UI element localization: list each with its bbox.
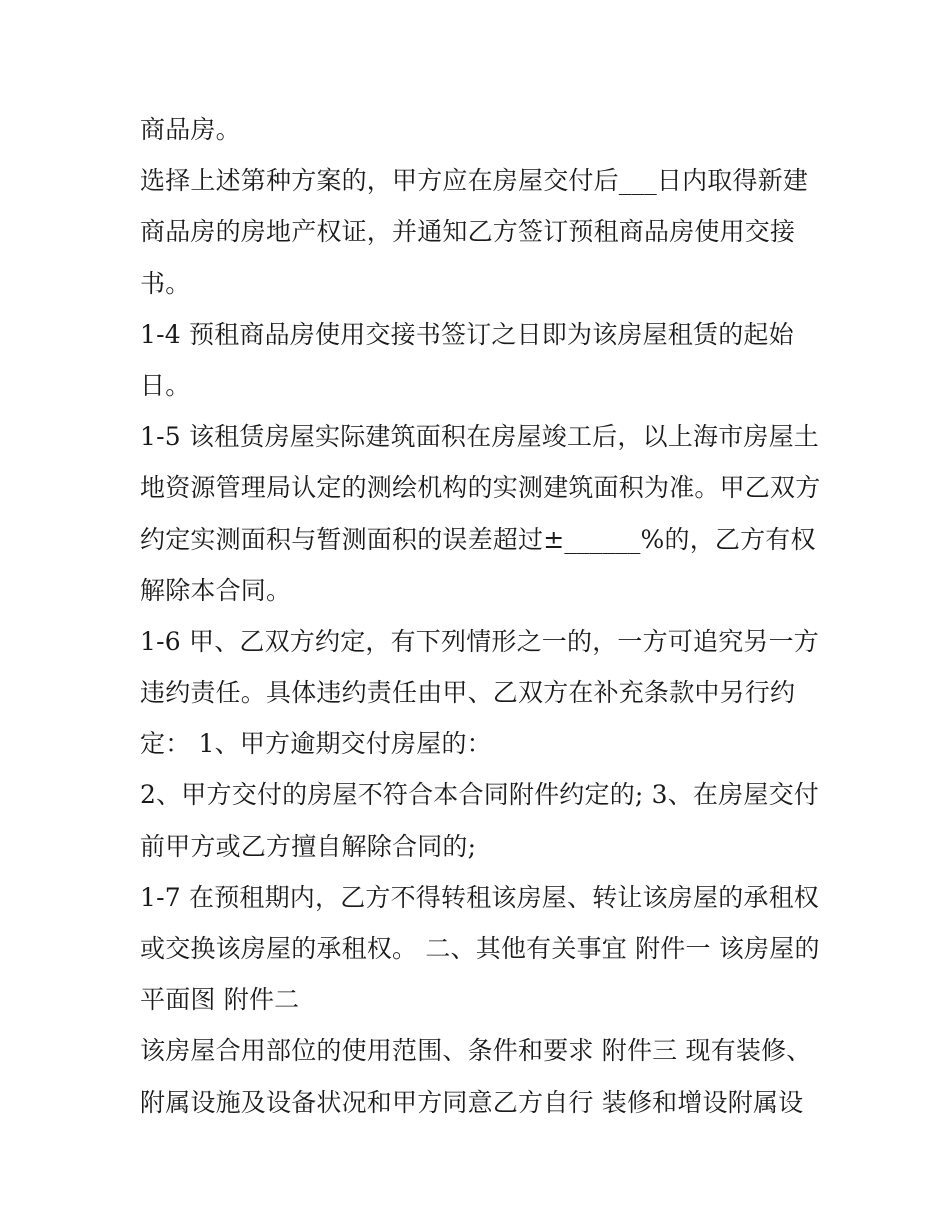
text-line: 附属设施及设备状况和甲方同意乙方自行 装修和增设附属设 xyxy=(140,1087,804,1117)
text-line: 或交换该房屋的承租权。 二、其他有关事宜 附件一 该房屋的 xyxy=(140,934,820,963)
text-line: 解除本合同。 xyxy=(140,575,292,605)
text-line: 选择上述第种方案的，甲方应在房屋交付后___日内取得新建 xyxy=(140,166,809,196)
document-body xyxy=(140,104,820,1128)
text-line: 地资源管理局认定的测绘机构的实测建筑面积为准。甲乙双方 xyxy=(140,473,821,503)
text-line: 定： 1、甲方逾期交付房屋的： xyxy=(140,729,492,759)
text-line: 该房屋合用部位的使用范围、条件和要求 附件三 现有装修、 xyxy=(140,1036,812,1066)
text-line: 1-5 该租赁房屋实际建筑面积在房屋竣工后，以上海市房屋土 xyxy=(140,422,820,452)
text-line: 2、甲方交付的房屋不符合本合同附件约定的; 3、在房屋交付 xyxy=(140,780,819,810)
text-line: 前甲方或乙方擅自解除合同的; xyxy=(140,831,477,861)
text-line: 约定实测面积与暂测面积的误差超过±______%的，乙方有权 xyxy=(140,524,816,554)
text-line: 1-4 预租商品房使用交接书签订之日即为该房屋租赁的起始 xyxy=(140,319,794,349)
text-line: 商品房的房地产权证，并通知乙方签订预租商品房使用交接 xyxy=(140,217,796,247)
text-line: 商品房。 xyxy=(140,115,241,144)
text-line: 1-6 甲、乙双方约定，有下列情形之一的，一方可追究另一方 xyxy=(140,626,820,656)
text-line: 违约责任。具体违约责任由甲、乙双方在补充条款中另行约 xyxy=(140,678,796,708)
text-line: 书。 xyxy=(140,268,191,298)
text-line: 日。 xyxy=(140,370,191,400)
text-line: 平面图 附件二 xyxy=(140,985,300,1015)
text-line: 1-7 在预租期内，乙方不得转租该房屋、转让该房屋的承租权 xyxy=(140,882,820,912)
